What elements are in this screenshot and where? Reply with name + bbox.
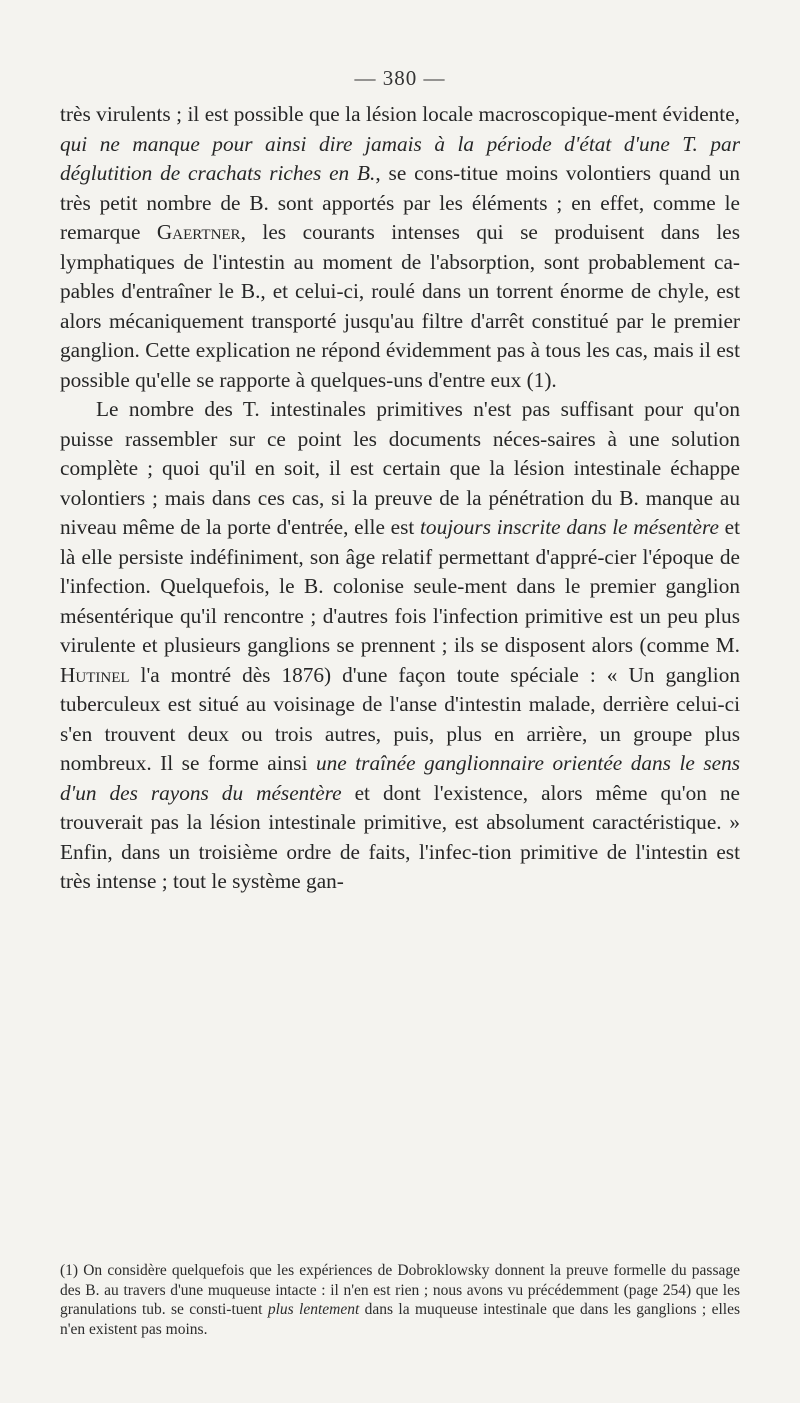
- paragraph-1-emphasis: qui ne manque pour ainsi dire jamais à la période d'état d'une T. par déglutition de crachats riches en B.: [60, 131, 740, 185]
- paragraph-1: [60, 100, 740, 395]
- author-name-hutinel: Hutinel: [60, 662, 130, 687]
- paragraph-2-text-d: et dont l'existence, alors même qu'on ne trouverait pas la lésion intestinale primitive, est absolument caractéristique. » Enfin, dans un troisième ordre de faits, l'infec-tion primitive de l'intestin est très intense ; tout le système gan-: [60, 780, 740, 893]
- footnote-text-b: dans la muqueuse intestinale que dans les ganglions ; elles n'en existent pas moins.: [60, 1301, 740, 1338]
- main-text: [60, 100, 740, 897]
- paragraph-2-emphasis-1: toujours inscrite dans le mésentère: [420, 515, 719, 539]
- paragraph-1-text-b: , se cons-titue moins volontiers quand un très petit nombre de B. sont apportés par les éléments ; en effet, comme le remarque: [60, 161, 740, 244]
- footnote: [60, 1261, 740, 1339]
- author-name-gaertner: Gaertner: [156, 220, 241, 244]
- paragraph-2-text-a: Le nombre des T. intestinales primitives n'est pas suffisant pour qu'on puisse rassembler sur ce point les documents néces-saires à une solution complète ; quoi qu'il en soit, il est certain que la lésion intestinale échappe volontiers ; mais dans ces cas, si la preuve de la pénétration du B. manque au niveau même de la porte d'entrée, elle est: [60, 397, 740, 539]
- paragraph-2-text-c: l'a montré dès 1876) d'une façon toute spéciale : « Un ganglion tuberculeux est situé au voisinage de l'anse d'intestin malade, derrière celui-ci s'en trouvent deux ou trois autres, puis, plus en arrière, un groupe plus nombreux. Il se forme ainsi: [60, 662, 740, 775]
- footnote-1: [60, 1261, 740, 1339]
- footnote-text-a: (1) On considère quelquefois que les expériences de Dobroklowsky donnent la preuve formelle du passage des B. au travers d'une muqueuse intacte : il n'en est rien ; nous avons vu précédemment (page 254) que les granulations tub. se consti-tuent: [60, 1262, 740, 1318]
- paragraph-1-text-a: très virulents ; il est possible que la lésion locale macroscopique-ment évidente,: [60, 102, 740, 126]
- page-number: — 380 —: [354, 66, 446, 90]
- paragraph-2-emphasis-2: une traînée ganglionnaire orientée dans le sens d'un des rayons du mésentère: [60, 751, 741, 805]
- footnote-emphasis: plus lentement: [267, 1301, 360, 1318]
- paragraph-2: [60, 395, 740, 897]
- paragraph-2-text-b: et là elle persiste indéfiniment, son âge relatif permettant d'appré-cier l'époque de l'infection. Quelquefois, le B. colonise seule-ment dans le premier ganglion mésentérique qu'il rencontre ; d'autres fois l'infection primitive est un peu plus virulente et plusieurs ganglions se prennent ; ils se disposent alors (comme M.: [60, 515, 740, 657]
- paragraph-1-text-c: , les courants intenses qui se produisent dans les lymphatiques de l'intestin au moment de l'absorption, sont probablement ca-pables d'entraîner le B., et celui-ci, roulé dans un torrent énorme de chyle, est alors mécaniquement transporté jusqu'au filtre d'arrêt constitué par le premier ganglion. Cette explication ne répond évidemment pas à tous les cas, mais il est possible qu'elle se rapporte à quelques-uns d'entre eux (1).: [60, 220, 740, 392]
